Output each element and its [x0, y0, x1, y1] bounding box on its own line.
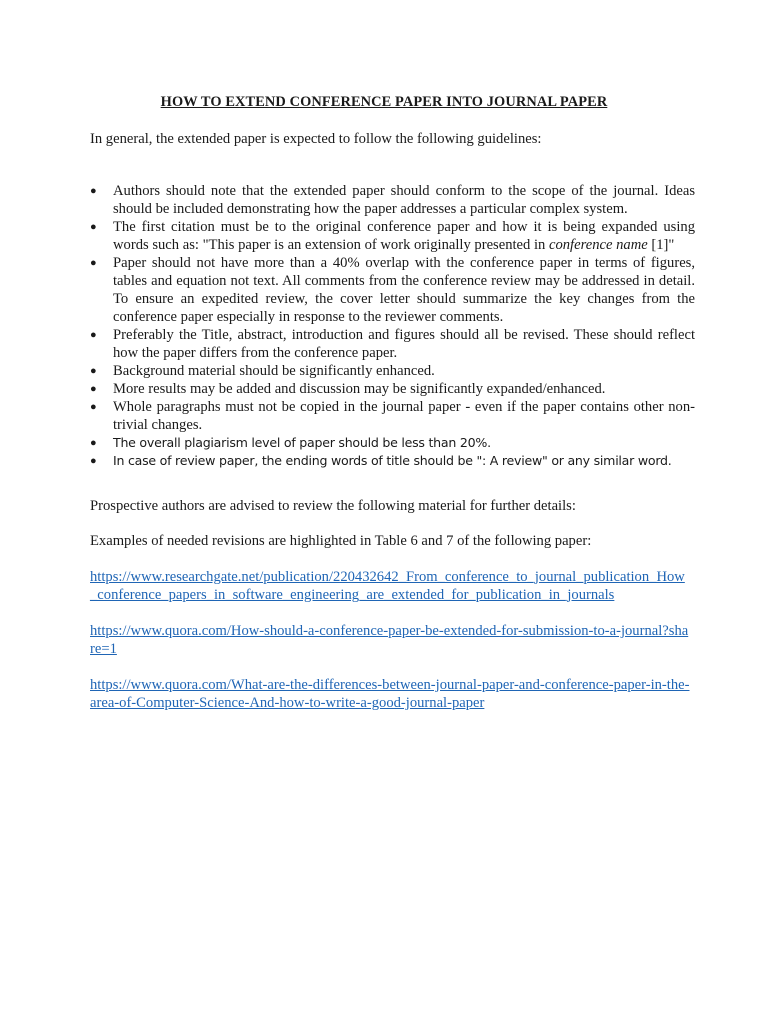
bullet-icon: ● — [90, 257, 97, 269]
list-item-text: The first citation must be to the original conference paper and how it is being expanded using words such as: "This paper is an extension of work originally presented in — [113, 219, 695, 253]
quora-link-differences[interactable]: https://www.quora.com/What-are-the-differences-between-journal-paper-and-conference-paper-in-the-area-of-Computer-Science-And-how-to-write-a-good-journal-paper — [90, 677, 690, 711]
researchgate-link[interactable]: https://www.researchgate.net/publication/220432642_From_conference_to_journal_publication_How_conference_papers_in_software_engineering_are_extended_for_publication_in_journals — [90, 569, 685, 603]
quora-link-extend[interactable]: https://www.quora.com/How-should-a-conference-paper-be-extended-for-submission-to-a-journal?share=1 — [90, 623, 689, 657]
list-item — [90, 362, 695, 380]
list-item — [90, 254, 695, 326]
bullet-icon: ● — [90, 221, 97, 233]
list-item — [90, 398, 695, 434]
guidelines-list — [90, 182, 695, 470]
bullet-icon: ● — [90, 365, 97, 377]
list-item — [90, 434, 695, 452]
bullet-icon: ● — [90, 383, 97, 395]
list-item-text: Authors should note that the extended paper should conform to the scope of the journal. Ideas should be included demonstrating how the paper addresses a particular complex system. — [113, 183, 695, 217]
list-item-text: In case of review paper, the ending words of title should be ": A review" or any similar word. — [113, 453, 672, 468]
list-item — [90, 218, 695, 254]
list-item — [90, 182, 695, 218]
list-item — [90, 380, 695, 398]
list-item-italic-text: conference name — [548, 237, 648, 253]
list-item — [90, 452, 695, 470]
document-title: HOW TO EXTEND CONFERENCE PAPER INTO JOURNAL PAPER — [160, 94, 608, 110]
review-material-paragraph: Prospective authors are advised to review the following material for further details: — [90, 498, 576, 514]
list-item-text: Whole paragraphs must not be copied in the journal paper - even if the paper contains other non-trivial changes. — [113, 399, 695, 433]
list-item-text: Paper should not have more than a 40% overlap with the conference paper in terms of figures, tables and equation not text. All comments from the conference review may be addressed in detail. To ensure an expedited review, the cover letter should summarize the key changes from the conference paper especially in response to the reviewer comments. — [113, 255, 695, 325]
bullet-icon: ● — [90, 185, 97, 197]
list-item-text: Background material should be significantly enhanced. — [113, 363, 435, 379]
bullet-icon: ● — [90, 455, 97, 467]
list-item — [90, 326, 695, 362]
bullet-icon: ● — [90, 329, 97, 341]
examples-paragraph: Examples of needed revisions are highlighted in Table 6 and 7 of the following paper: — [90, 533, 592, 549]
bullet-icon: ● — [90, 401, 97, 413]
list-item-tail-text: [1]" — [647, 237, 675, 253]
list-item-text: The overall plagiarism level of paper should be less than 20%. — [113, 435, 491, 450]
bullet-icon: ● — [90, 437, 97, 449]
intro-paragraph: In general, the extended paper is expected to follow the following guidelines: — [90, 131, 542, 147]
list-item-text: More results may be added and discussion may be significantly expanded/enhanced. — [113, 381, 606, 397]
list-item-text: Preferably the Title, abstract, introduction and figures should all be revised. These should reflect how the paper differs from the conference paper. — [113, 327, 695, 361]
